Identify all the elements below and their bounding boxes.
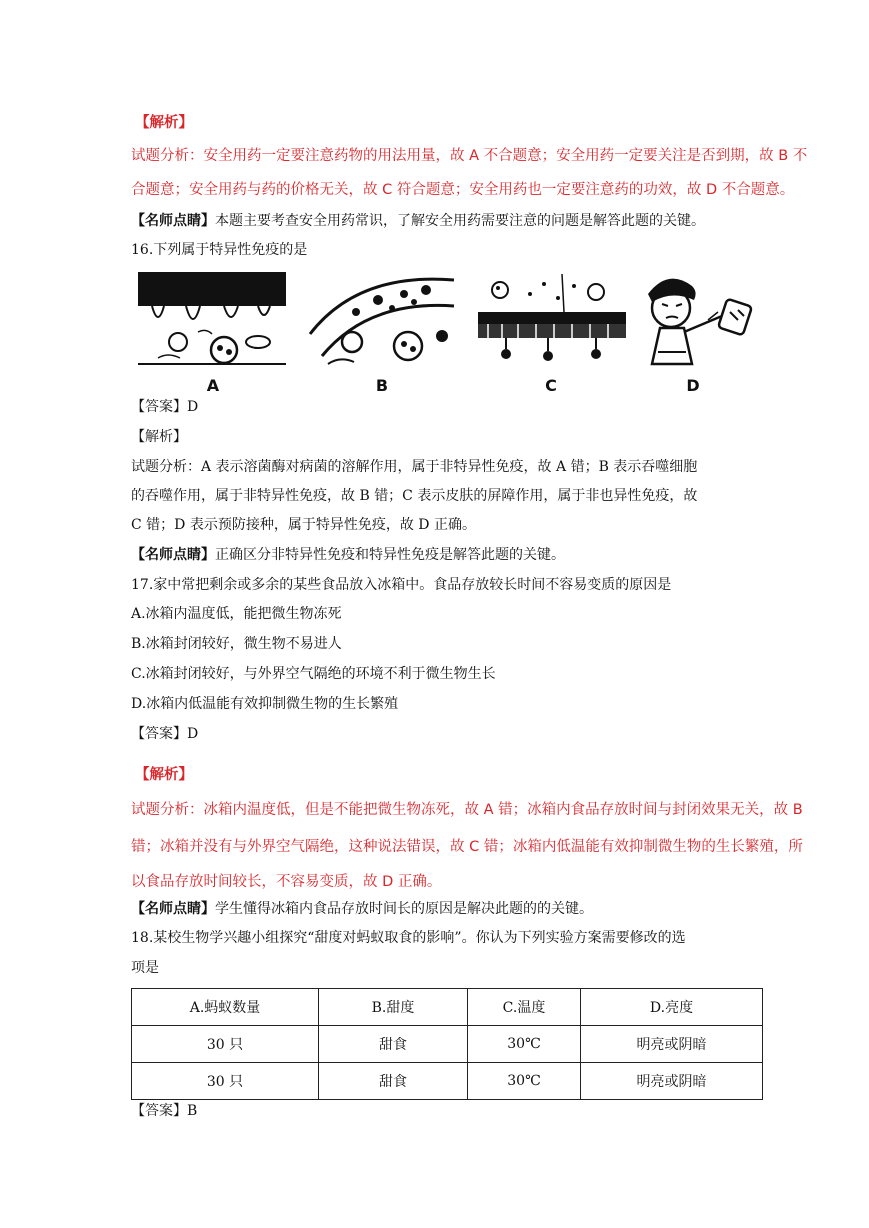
q17-analysis-line1: 试题分析：冰箱内温度低，但是不能把微生物冻死，故 A 错；冰箱内食品存放时间与封闭效果无关，故 B (131, 802, 803, 818)
q17-option-a: A.冰箱内温度低，能把微生物冻死 (131, 606, 342, 622)
q15-tip-text: 本题主要考查安全用药常识，了解安全用药需要注意的问题是解答此题的关键。 (215, 213, 705, 229)
figure-b-label: B (375, 376, 389, 395)
table-cell: 30℃ (468, 1063, 581, 1100)
table-row (132, 1063, 763, 1100)
q16-analysis-line2: 的吞噬作用，属于非特异性免疫，故 B 错；C 表示皮肤的屏障作用，属于非也异性免疫，故 (131, 488, 698, 504)
table-cell: 甜食 (319, 1026, 468, 1063)
q17-tip-label: 【名师点睛】 (131, 901, 215, 917)
figure-c-skin-barrier-image (478, 272, 626, 372)
table-header-cell: D.亮度 (581, 989, 763, 1026)
table-header-row (132, 989, 763, 1026)
table-row (132, 1026, 763, 1063)
q18-question-line1: 18.某校生物学兴趣小组探究“甜度对蚂蚁取食的影响”。你认为下列实验方案需要修改的选 (131, 930, 686, 946)
figure-b-phagocyte-image (308, 272, 456, 372)
figure-a-lysozyme-image (138, 272, 286, 372)
q17-option-b: B.冰箱封闭较好，微生物不易进人 (131, 636, 342, 652)
q16-tip (131, 545, 565, 565)
q16-analysis-line1: 试题分析：A 表示溶菌酶对病菌的溶解作用，属于非特异性免疫，故 A 错；B 表示吞噬细胞 (131, 459, 698, 475)
table-header-cell: B.甜度 (319, 989, 468, 1026)
q16-answer: 【答案】D (131, 399, 199, 415)
q16-figures (138, 272, 758, 394)
table-cell: 30 只 (132, 1026, 319, 1063)
figure-d-label: D (686, 376, 700, 395)
q17-analysis-title: 【解析】 (135, 767, 193, 783)
figure-a-label: A (206, 376, 220, 395)
q15-analysis-title: 【解析】 (135, 115, 193, 131)
q17-tip (131, 899, 593, 919)
table-cell: 30℃ (468, 1026, 581, 1063)
table-cell: 30 只 (132, 1063, 319, 1100)
q17-tip-text: 学生懂得冰箱内食品存放时间长的原因是解决此题的的关键。 (215, 901, 593, 917)
q15-tip (131, 211, 705, 231)
table-header-cell: A.蚂蚁数量 (132, 989, 319, 1026)
q16-question: 16.下列属于特异性免疫的是 (131, 242, 308, 258)
q18-answer: 【答案】B (131, 1103, 198, 1119)
table-cell: 明亮或阴暗 (581, 1063, 763, 1100)
q17-analysis-line3: 以食品存放时间较长，不容易变质，故 D 正确。 (131, 874, 442, 890)
q15-analysis-line2: 合题意；安全用药与药的价格无关，故 C 符合题意；安全用药也一定要注意药的功效，故 D 不合题意。 (131, 182, 795, 198)
q15-tip-label: 【名师点睛】 (131, 213, 215, 229)
q18-experiment-table (131, 988, 763, 1100)
table-cell: 甜食 (319, 1063, 468, 1100)
q16-analysis-title: 【解析】 (131, 429, 187, 445)
q17-analysis-line2: 错；冰箱并没有与外界空气隔绝，这种说法错误，故 C 错；冰箱内低温能有效抑制微生物的生长繁殖，所 (131, 839, 803, 855)
figure-d-vaccination-image (638, 272, 786, 372)
q17-option-c: C.冰箱封闭较好，与外界空气隔绝的环境不利于微生物生长 (131, 666, 496, 682)
figure-c-label: C (545, 376, 557, 395)
table-header-cell: C.温度 (468, 989, 581, 1026)
q17-question: 17.家中常把剩余或多余的某些食品放入冰箱中。食品存放较长时间不容易变质的原因是 (131, 577, 672, 593)
q16-analysis-line3: C 错；D 表示预防接种，属于特异性免疫，故 D 正确。 (131, 517, 476, 533)
q16-tip-text: 正确区分非特异性免疫和特异性免疫是解答此题的关键。 (215, 547, 565, 563)
q18-question-line2: 项是 (131, 960, 159, 976)
q16-tip-label: 【名师点睛】 (131, 547, 215, 563)
q17-answer: 【答案】D (131, 726, 199, 742)
q15-analysis-line1: 试题分析：安全用药一定要注意药物的用法用量，故 A 不合题意；安全用药一定要关注是否到期，故 B 不 (131, 148, 808, 164)
q17-option-d: D.冰箱内低温能有效抑制微生物的生长繁殖 (131, 696, 399, 712)
table-cell: 明亮或阴暗 (581, 1026, 763, 1063)
